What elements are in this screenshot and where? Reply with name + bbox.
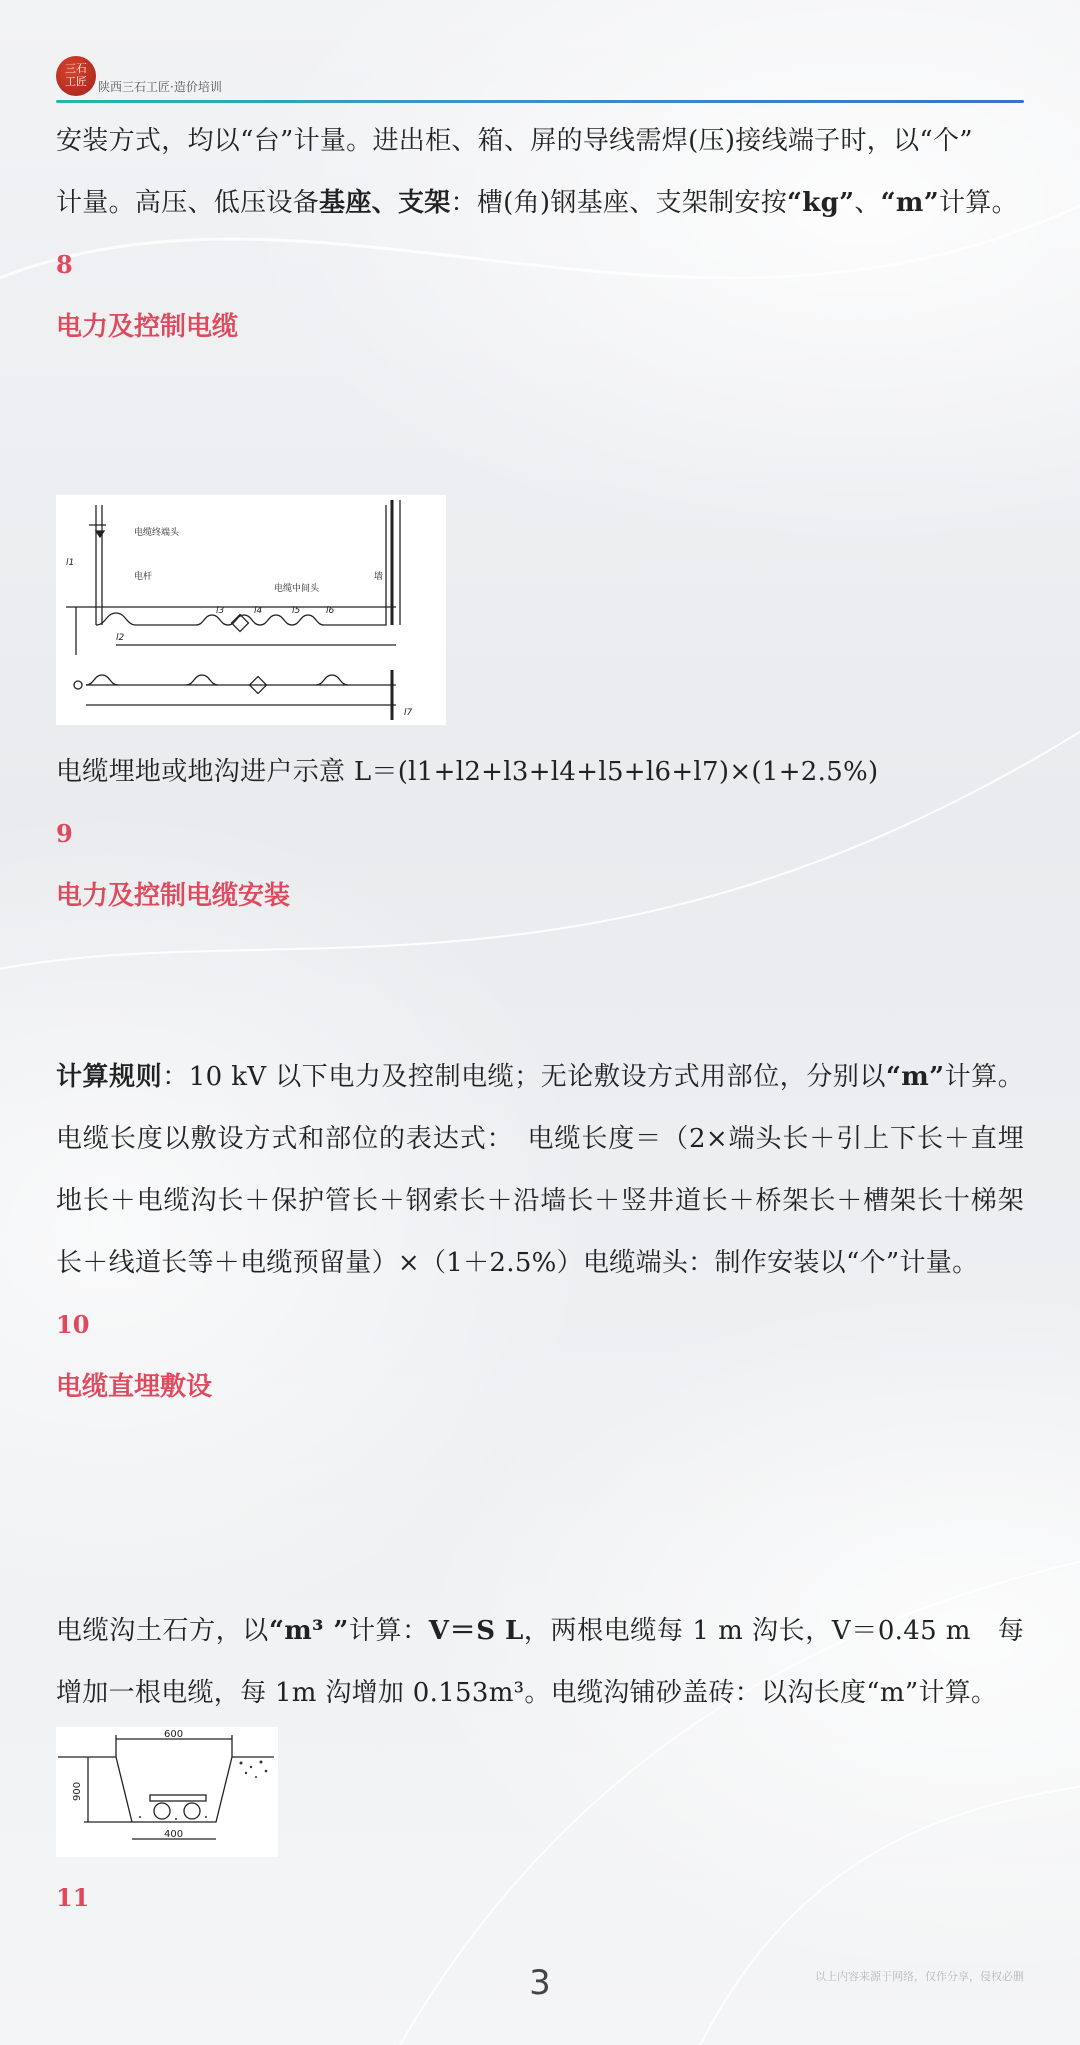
section-title-9: 电力及控制电缆安装: [56, 881, 291, 911]
brand-logo: [56, 56, 96, 96]
section-number-8: 8: [56, 250, 73, 279]
label-l6: l6: [326, 606, 335, 616]
figure-1-caption: 电缆埋地或地沟进户示意 L＝(l1+l2+l3+l4+l5+l6+l7)×(1+2.5%): [56, 757, 879, 787]
label-l3: l3: [216, 606, 225, 616]
document-body: [56, 110, 1024, 358]
cable-burial-diagram: [56, 495, 446, 725]
label-joint: 电缆中间头: [274, 584, 320, 594]
section-number-10: 10: [56, 1310, 90, 1339]
section-title-10: 电缆直埋敷设: [56, 1372, 213, 1402]
label-pole: 电杆: [134, 572, 153, 582]
label-l2: l2: [116, 633, 125, 643]
header-divider: [56, 100, 1024, 103]
dim-depth: 900: [72, 1781, 83, 1801]
label-l1: l1: [66, 558, 75, 568]
dim-top: 600: [164, 1729, 184, 1740]
document-body-2: [56, 741, 1024, 927]
copyright-note: 以上内容来源于网络，仅作分享，侵权必删: [815, 1970, 1024, 1983]
label-l4: l4: [254, 606, 263, 616]
document-body-3: [56, 1046, 1024, 1418]
label-wall: 墙: [374, 572, 384, 582]
brand-name: 陕西三石工匠·造价培训: [98, 80, 222, 94]
page-number: 3: [529, 1963, 551, 2003]
section-title-8: 电力及控制电缆: [56, 312, 239, 342]
document-body-5: [56, 1867, 1024, 1929]
intro-line-1: 安装方式，均以“台”计量。进出柜、箱、屏的导线需焊(压)接线端子时，以“个”: [56, 126, 973, 156]
trench-paragraph: 电缆沟土石方，以“m³ ”计算：V＝S L，两根电缆每 1 m 沟长，V＝0.45 m 每增加一根电缆，每 1m 沟增加 0.153m³。电缆沟铺砂盖砖：以沟长度“m”计算。: [56, 1616, 1024, 1708]
label-terminal: 电缆终端头: [134, 528, 180, 538]
page-header: [56, 52, 1024, 108]
label-l7: l7: [404, 708, 413, 718]
trench-section-diagram: [56, 1727, 278, 1857]
section-number-9: 9: [56, 819, 73, 848]
label-l5: l5: [292, 606, 301, 616]
logo-text: 三石 工匠: [65, 62, 87, 88]
calc-rule-paragraph: 计算规则：10 kV 以下电力及控制电缆；无论敷设方式用部位，分别以“m”计算。电缆长度以敷设方式和部位的表达式： 电缆长度＝（2×端头长＋引上下长＋直埋地长＋电缆沟长＋保护管长＋钢索长＋沿墙长＋竖井道长＋桥架长＋槽架长十梯架长＋线道长等＋电缆预留量）×（1＋2.5%）电缆端头：制作安装以“个”计量。: [56, 1062, 1025, 1278]
section-number-11: 11: [56, 1883, 90, 1912]
intro-line-2: 计量。高压、低压设备基座、支架：槽(角)钢基座、支架制安按“kg”、“m”计算。: [56, 188, 1018, 218]
document-body-4: [56, 1600, 1024, 1724]
dim-bottom: 400: [164, 1829, 184, 1840]
